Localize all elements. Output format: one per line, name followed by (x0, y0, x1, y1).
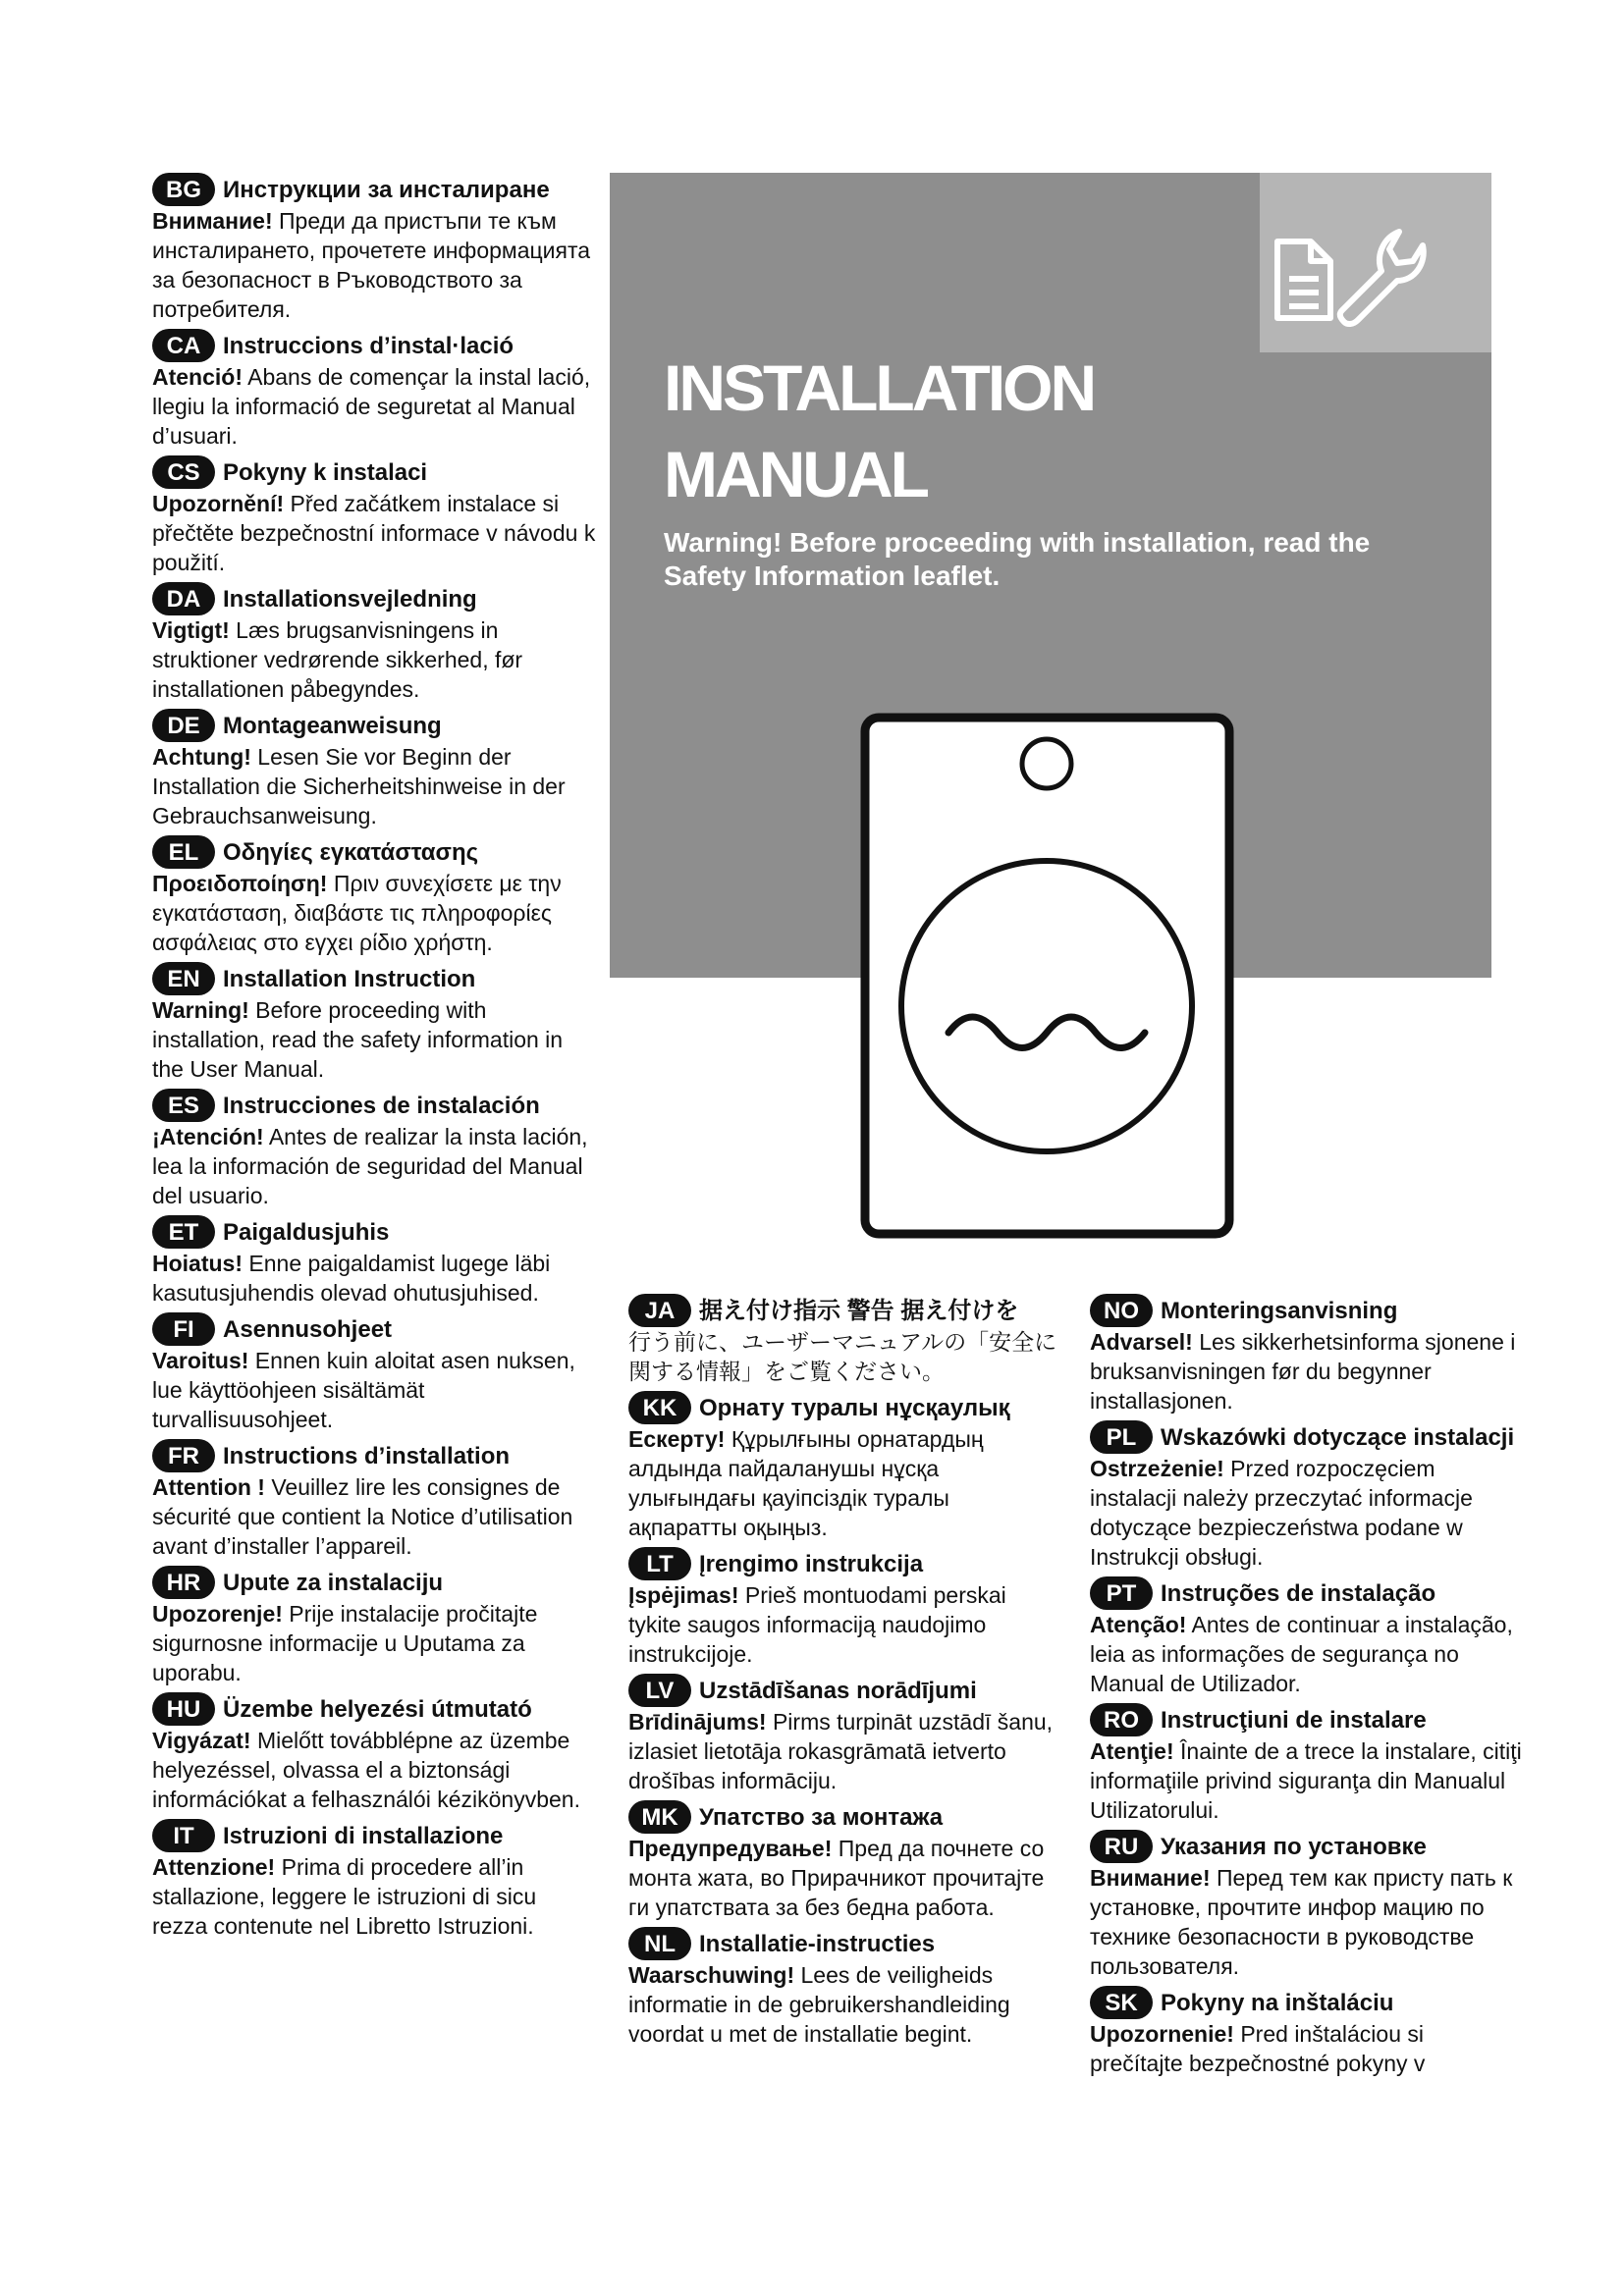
language-code-badge: KK (628, 1391, 691, 1424)
warning-body: Mielőtt továbblépne az üzembe helyezéssel, olvassa el a biztonsági információkat a felhasználói kézikönyvben. (152, 1728, 580, 1812)
warning-label: Upozornění! (152, 491, 285, 516)
language-heading (152, 582, 596, 615)
language-heading (152, 1819, 596, 1852)
warning-label: Предупредување! (628, 1836, 833, 1861)
warning-label: Attention ! (152, 1474, 265, 1500)
warning-text (152, 869, 596, 957)
language-title: Paigaldusjuhis (223, 1218, 390, 1246)
warning-text (152, 995, 596, 1084)
language-title: Installation Instruction (223, 965, 476, 992)
language-entry (1090, 1986, 1522, 2078)
language-entry (152, 329, 596, 451)
warning-body: Před začátkem instalace si přečtěte bezpečnostní informace v návodu k použití. (152, 491, 596, 575)
language-title: Installatie-instructies (699, 1930, 936, 1957)
language-title: Instruções de instalação (1161, 1579, 1436, 1607)
warning-text (152, 1599, 596, 1687)
warning-text (628, 1834, 1060, 1922)
warning-label: Attenzione! (152, 1854, 276, 1880)
warning-text (152, 206, 596, 324)
language-heading (152, 835, 596, 869)
language-title: Instrucţiuni de instalare (1161, 1706, 1427, 1734)
language-entry (152, 1566, 596, 1687)
warning-label: Ostrzeżenie! (1090, 1456, 1224, 1481)
warning-label: Įspėjimas! (628, 1582, 739, 1608)
language-heading (628, 1927, 1060, 1960)
warning-body: Lesen Sie vor Beginn der Installation die Sicherheitshinweise in der Gebrauchsanweisung. (152, 744, 566, 828)
language-entry (1090, 1420, 1522, 1572)
warning-body: Πριν συνεχίσετε με την εγκατάσταση, διαβάστε τις πληροφορίες ασφάλειας στο εγχει ρίδιο χρήστη. (152, 871, 562, 955)
language-code-badge: LV (628, 1674, 691, 1707)
language-title: Installationsvejledning (223, 585, 477, 613)
language-entry (628, 1391, 1060, 1542)
warning-body: Prije instalacije pročitajte sigurnosne informacije u Uputama za uporabu. (152, 1601, 538, 1685)
language-heading (152, 1215, 596, 1249)
language-heading (1090, 1294, 1522, 1327)
language-heading (152, 455, 596, 489)
language-code-badge: DA (152, 582, 215, 615)
language-title: Οδηγίες εγκατάστασης (223, 838, 479, 866)
warning-body: Les sikkerhetsinforma sjonene i bruksanvisningen før du begynner installasjonen. (1090, 1329, 1516, 1414)
language-title: Инструкции за инсталиране (223, 176, 550, 203)
language-title: Pokyny na inštaláciu (1161, 1989, 1394, 2016)
warning-body: Преди да пристъпи те към инсталирането, прочетете информацията за безопасност в Ръководството за потребителя. (152, 208, 591, 322)
language-title: 据え付け指示 警告 据え付けを (699, 1297, 1019, 1324)
language-entry (1090, 1830, 1522, 1981)
language-heading (152, 1312, 596, 1346)
language-heading (628, 1547, 1060, 1580)
language-title: Üzembe helyezési útmutató (223, 1695, 532, 1723)
language-entry (152, 173, 596, 324)
warning-text (1090, 1863, 1522, 1981)
language-code-badge: PT (1090, 1576, 1153, 1610)
warning-body: Lees de veiligheids informatie in de gebruikershandleiding voordat u met de installatie begint. (628, 1962, 1010, 2047)
warning-body: Пред да почнете со монта жата, во Прирачникот прочитајте ги упатствата за без бедна работа. (628, 1836, 1045, 1920)
language-code-badge: SK (1090, 1986, 1153, 2019)
language-entry (628, 1547, 1060, 1669)
language-entry (152, 1312, 596, 1434)
language-entry (152, 582, 596, 704)
warning-body: Veuillez lire les consignes de sécurité que contient la Notice d’utilisation avant d’installer l’appareil. (152, 1474, 573, 1559)
language-heading (152, 1439, 596, 1472)
warning-text (628, 1707, 1060, 1795)
warning-label: Advarsel! (1090, 1329, 1193, 1355)
warning-body: Læs brugsanvisningens in struktioner vedrørende sikkerhed, før installationen påbegyndes. (152, 617, 523, 702)
warning-label: Προειδοποίηση! (152, 871, 328, 896)
language-entry (152, 1819, 596, 1941)
language-code-badge: JA (628, 1294, 691, 1327)
language-title: Asennusohjeet (223, 1315, 393, 1343)
language-heading (152, 1089, 596, 1122)
language-entry (152, 1215, 596, 1308)
warning-label: Atenção! (1090, 1612, 1187, 1637)
language-title: Uzstādīšanas norādījumi (699, 1677, 977, 1704)
warning-body: Құрылғыны орнатардың алдында пайдаланушы нұсқа улығындағы қауіпсіздік туралы ақпаратты оқыңыз. (628, 1426, 984, 1540)
instructions-middle-column (628, 1294, 1060, 2054)
language-heading (152, 173, 596, 206)
warning-label: Atenció! (152, 364, 243, 390)
language-heading (152, 1566, 596, 1599)
language-entry (628, 1294, 1060, 1386)
language-title: Wskazówki dotyczące instalacji (1161, 1423, 1515, 1451)
manual-title-line1: INSTALLATION (664, 351, 1095, 424)
manual-title-line2: MANUAL (664, 438, 927, 510)
language-heading (152, 962, 596, 995)
warning-text (152, 1249, 596, 1308)
warning-text (1090, 1736, 1522, 1825)
language-heading (628, 1294, 1060, 1327)
language-code-badge: IT (152, 1819, 215, 1852)
language-heading (1090, 1830, 1522, 1863)
language-entry (152, 835, 596, 957)
warning-body: Pirms turpināt uzstādī šanu, izlasiet lietotāja rokasgrāmatā ietverto drošības informāciju. (628, 1709, 1054, 1793)
language-title: Upute za instalaciju (223, 1569, 444, 1596)
warning-label: ¡Atención! (152, 1124, 264, 1149)
language-code-badge: EN (152, 962, 215, 995)
language-title: Instruccions d’instal·lació (223, 332, 514, 359)
language-code-badge: CA (152, 329, 215, 362)
language-entry (152, 709, 596, 830)
warning-text (152, 742, 596, 830)
language-title: Instructions d’installation (223, 1442, 511, 1469)
warning-body: Prima di procedere all’in stallazione, leggere le istruzioni di sicu rezza contenute nel Libretto Istruzioni. (152, 1854, 537, 1939)
language-title: Указания по установке (1161, 1833, 1427, 1860)
language-entry (152, 455, 596, 577)
language-entry (152, 1692, 596, 1814)
warning-label: Внимание! (152, 208, 273, 234)
warning-body: Antes de realizar la insta lación, lea la información de seguridad del Manual del usuario. (152, 1124, 588, 1208)
language-heading (628, 1391, 1060, 1424)
warning-label: Vigtigt! (152, 617, 230, 643)
language-entry (628, 1674, 1060, 1795)
warning-text (152, 489, 596, 577)
warning-label: Varoitus! (152, 1348, 249, 1373)
warning-text (1090, 1610, 1522, 1698)
warning-body: Abans de començar la instal lació, llegiu la informació de seguretat al Manual d’usuari. (152, 364, 591, 449)
warning-label: Ескерту! (628, 1426, 726, 1452)
warning-body: Prieš montuodami perskai tykite saugos informaciją naudojimo instrukcijoje. (628, 1582, 1006, 1667)
language-code-badge: ES (152, 1089, 215, 1122)
warning-text (152, 1726, 596, 1814)
language-code-badge: LT (628, 1547, 691, 1580)
warning-text (1090, 1454, 1522, 1572)
warning-label: Hoiatus! (152, 1251, 243, 1276)
warning-text (1090, 1327, 1522, 1415)
warning-text (152, 1472, 596, 1561)
warning-text (628, 1327, 1060, 1386)
language-heading (152, 709, 596, 742)
warning-label: Warning! (152, 997, 249, 1023)
language-entry (1090, 1294, 1522, 1415)
language-entry (628, 1800, 1060, 1922)
warning-label: Upozornenie! (1090, 2021, 1234, 2047)
language-title: Monteringsanvisning (1161, 1297, 1398, 1324)
language-heading (1090, 1703, 1522, 1736)
safety-warning: Warning! Before proceeding with installation, read the Safety Information leaflet. (664, 527, 1371, 591)
warning-text (628, 1424, 1060, 1542)
language-code-badge: HU (152, 1692, 215, 1726)
warning-body: Antes de continuar a instalação, leia as informações de segurança no Manual de Utilizador. (1090, 1612, 1513, 1696)
language-heading (1090, 1986, 1522, 2019)
language-entry (1090, 1576, 1522, 1698)
warning-label: Vigyázat! (152, 1728, 251, 1753)
language-title: Istruzioni di installazione (223, 1822, 504, 1849)
warning-text (628, 1580, 1060, 1669)
language-code-badge: BG (152, 173, 215, 206)
warning-label: Waarschuwing! (628, 1962, 795, 1988)
language-heading (628, 1800, 1060, 1834)
language-code-badge: NO (1090, 1294, 1153, 1327)
warning-text (628, 1960, 1060, 2049)
language-title: Įrengimo instrukcija (699, 1550, 924, 1577)
warning-text (1090, 2019, 1522, 2078)
language-code-badge: PL (1090, 1420, 1153, 1454)
language-heading (1090, 1576, 1522, 1610)
language-code-badge: ET (152, 1215, 215, 1249)
warning-text (152, 362, 596, 451)
warning-label: Achtung! (152, 744, 251, 770)
warning-body: Enne paigaldamist lugege läbi kasutusjuhendis olevad ohutusjuhised. (152, 1251, 551, 1306)
warning-text (152, 1122, 596, 1210)
warning-text (152, 615, 596, 704)
language-entry (152, 1439, 596, 1561)
language-code-badge: RO (1090, 1703, 1153, 1736)
warning-body: Before proceeding with installation, read the safety information in the User Manual. (152, 997, 564, 1082)
warning-body: Przed rozpoczęciem instalacji należy przeczytać informacje dotyczące bezpieczeństwa podane w Instrukcji obsługi. (1090, 1456, 1473, 1570)
language-title: Орнату туралы нұсқаулық (699, 1394, 1010, 1421)
language-code-badge: FI (152, 1312, 215, 1346)
language-code-badge: MK (628, 1800, 691, 1834)
language-title: Montageanweisung (223, 712, 442, 739)
instructions-left-column (152, 173, 596, 1946)
language-heading (1090, 1420, 1522, 1454)
language-code-badge: HR (152, 1566, 215, 1599)
language-heading (152, 329, 596, 362)
warning-body: 行う前に、ユーザーマニュアルの「安全に関する情報」をご覧ください。 (628, 1329, 1057, 1384)
language-entry (628, 1927, 1060, 2049)
language-title: Pokyny k instalaci (223, 458, 428, 486)
language-code-badge: FR (152, 1439, 215, 1472)
warning-body: Ennen kuin aloitat asen nuksen, lue käyttöohjeen sisältämät turvallisuusohjeet. (152, 1348, 575, 1432)
warning-label: Atenţie! (1090, 1738, 1174, 1764)
language-code-badge: RU (1090, 1830, 1153, 1863)
warning-label: Upozorenje! (152, 1601, 283, 1627)
warning-body: Înainte de a trece la instalare, citiţi informaţiile privind siguranţa din Manualul Utilizatorului. (1090, 1738, 1522, 1823)
language-entry (1090, 1703, 1522, 1825)
language-code-badge: CS (152, 455, 215, 489)
language-entry (152, 962, 596, 1084)
language-title: Упатство за монтажа (699, 1803, 944, 1831)
language-code-badge: EL (152, 835, 215, 869)
warning-text (152, 1852, 596, 1941)
language-code-badge: DE (152, 709, 215, 742)
language-title: Instrucciones de instalación (223, 1092, 540, 1119)
warning-body: Перед тем как присту пать к установке, прочтите инфор мацию по технике безопасности в руководстве пользователя. (1090, 1865, 1513, 1979)
warning-label: Brīdinājums! (628, 1709, 767, 1735)
warning-body: Pred inštaláciou si prečítajte bezpečnostné pokyny v (1090, 2021, 1426, 2076)
language-heading (628, 1674, 1060, 1707)
warning-text (152, 1346, 596, 1434)
language-entry (152, 1089, 596, 1210)
language-code-badge: NL (628, 1927, 691, 1960)
language-heading (152, 1692, 596, 1726)
warning-label: Внимание! (1090, 1865, 1211, 1891)
instructions-right-column (1090, 1294, 1522, 2083)
